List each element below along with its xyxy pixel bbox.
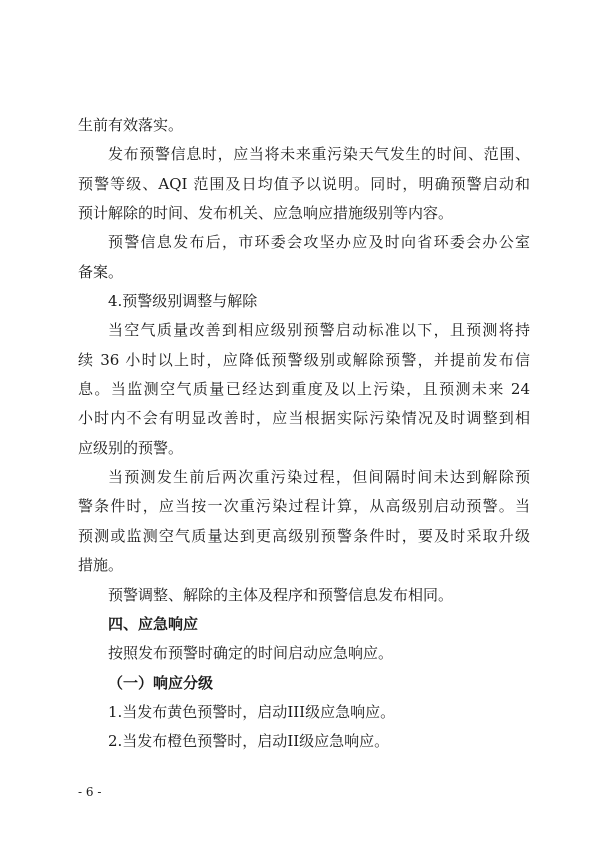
body-line: 预计解除的时间、发布机关、应急响应措施级别等内容。 <box>78 204 454 223</box>
page-number: - 6 - <box>78 785 102 799</box>
body-line: 备案。 <box>78 262 124 281</box>
body-line: 预警信息发布后，市环委会攻坚办应及时向省环委会办公室 <box>108 233 530 252</box>
body-line: 预警调整、解除的主体及程序和预警信息发布相同。 <box>108 585 454 604</box>
body-line: 续 36 小时以上时，应降低预警级别或解除预警，并提前发布信 <box>78 350 530 369</box>
body-line: 警条件时，应当按一次重污染过程计算，从高级别启动预警。当 <box>78 497 530 516</box>
body-line: 措施。 <box>78 556 124 575</box>
body-line: 预测或监测空气质量达到更高级别预警条件时，要及时采取升级 <box>78 526 530 545</box>
section-heading: 四、应急响应 <box>108 614 199 633</box>
body-line: 小时内不会有明显改善时，应当根据实际污染情况及时调整到相 <box>78 409 530 428</box>
subsection-heading: （一）响应分级 <box>108 673 214 692</box>
body-line: 2.当发布橙色预警时，启动II级应急响应。 <box>108 732 390 751</box>
body-line: 按照发布预警时确定的时间启动应急响应。 <box>108 644 394 663</box>
body-line: 预警等级、AQI 范围及日均值予以说明。同时，明确预警启动和 <box>78 174 530 193</box>
body-line: 当空气质量改善到相应级别预警启动标准以下，且预测将持 <box>108 321 530 340</box>
subsection-heading: 4.预警级别调整与解除 <box>108 292 258 311</box>
document-body <box>78 111 530 757</box>
body-line: 应级别的预警。 <box>78 438 184 457</box>
body-line: 息。当监测空气质量已经达到重度及以上污染，且预测未来 24 <box>78 380 530 399</box>
body-line: 生前有效落实。 <box>78 116 184 134</box>
body-line: 发布预警信息时，应当将未来重污染天气发生的时间、范围、 <box>108 145 530 164</box>
body-line: 当预测发生前后两次重污染过程，但间隔时间未达到解除预 <box>108 468 530 487</box>
body-line: 1.当发布黄色预警时，启动III级应急响应。 <box>108 702 396 721</box>
